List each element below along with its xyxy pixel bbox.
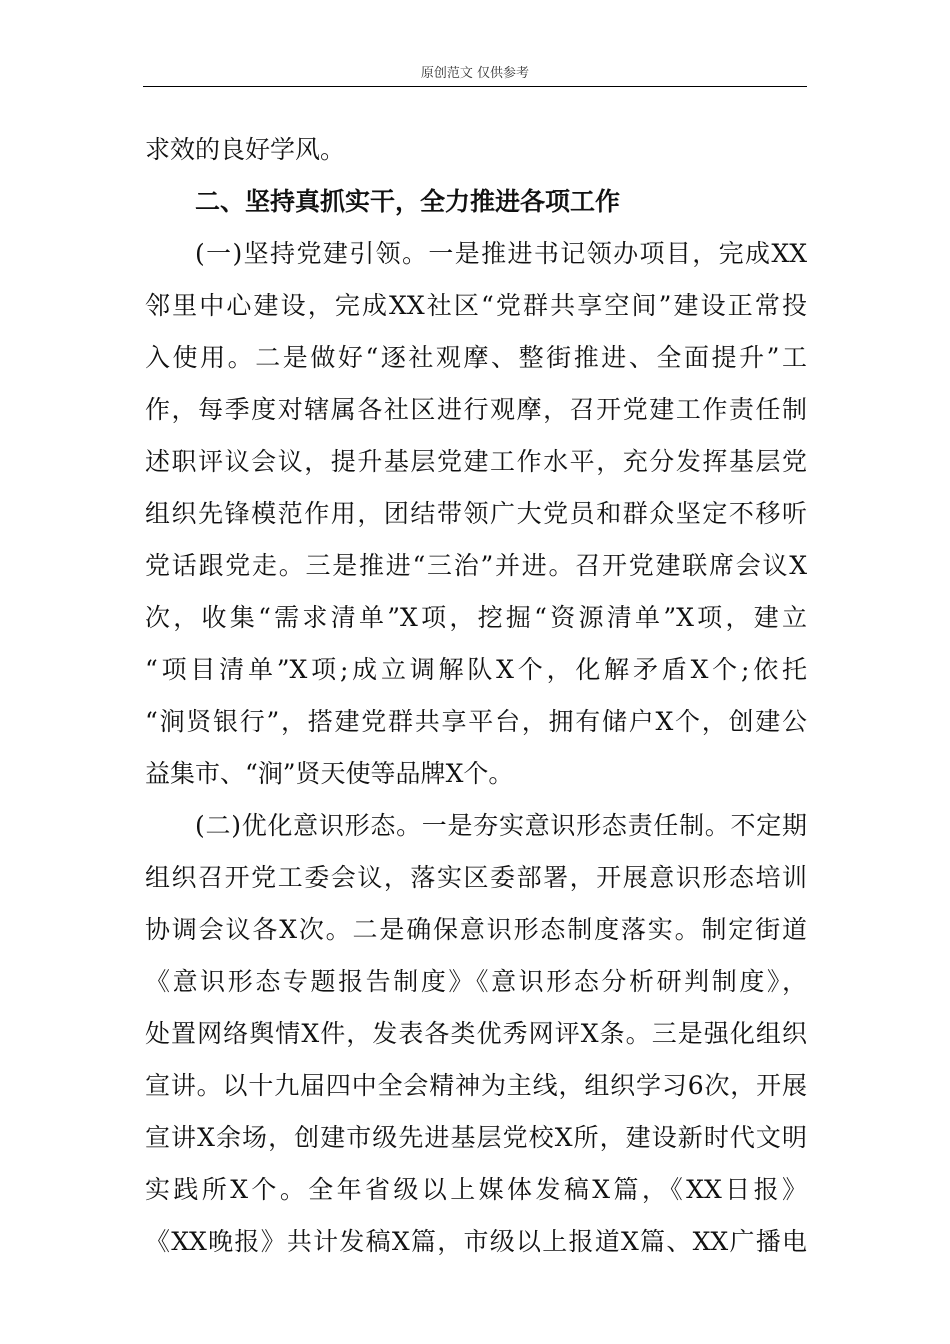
paragraph-line: 《意识形态专题报告制度》《意识形态分析研判制度》， xyxy=(145,967,807,996)
paragraph-line: (一)坚持党建引领。一是推进书记领办项目，完成XX xyxy=(195,239,807,268)
paragraph-line: 组织召开党工委会议，落实区委部署，开展意识形态培训 xyxy=(145,863,807,892)
paragraph-line: 处置网络舆情X件，发表各类优秀网评X条。三是强化组织 xyxy=(145,1019,807,1048)
paragraph-line: 入使用。二是做好“逐社观摩、整街推进、全面提升”工 xyxy=(145,343,807,372)
paragraph-line: 组织先锋模范作用，团结带领广大党员和群众坚定不移听 xyxy=(145,499,807,528)
paragraph-line: “涧贤银行”，搭建党群共享平台，拥有储户X个，创建公 xyxy=(145,707,807,736)
paragraph-line: “项目清单”X项;成立调解队X个，化解矛盾X个;依托 xyxy=(145,655,807,684)
paragraph-line: 协调会议各X次。二是确保意识形态制度落实。制定街道 xyxy=(145,915,807,944)
paragraph-line: 宣讲。以十九届四中全会精神为主线，组织学习6次，开展 xyxy=(145,1071,807,1100)
paragraph-line: (二)优化意识形态。一是夯实意识形态责任制。不定期 xyxy=(195,811,807,840)
paragraph-line: 述职评议会议，提升基层党建工作水平，充分发挥基层党 xyxy=(145,447,807,476)
paragraph-line: 次，收集“需求清单”X项，挖掘“资源清单”X项，建立 xyxy=(145,603,807,632)
paragraph-line: 《XX晚报》共计发稿X篇，市级以上报道X篇、XX广播电 xyxy=(145,1227,807,1256)
page-header: 原创范文 仅供参考 xyxy=(420,66,530,81)
header-divider xyxy=(143,86,807,87)
section-heading: 二、坚持真抓实干，全力推进各项工作 xyxy=(195,187,621,216)
paragraph-line: 宣讲X余场，创建市级先进基层党校X所，建设新时代文明 xyxy=(145,1123,807,1152)
paragraph-line: 实践所X个。全年省级以上媒体发稿X篇，《XX日报》 xyxy=(145,1175,807,1204)
paragraph-line: 益集市、“涧”贤天使等品牌X个。 xyxy=(145,759,514,788)
paragraph-line: 邻里中心建设，完成XX社区“党群共享空间”建设正常投 xyxy=(145,291,807,320)
paragraph-line: 求效的良好学风。 xyxy=(145,135,346,164)
paragraph-line: 作，每季度对辖属各社区进行观摩，召开党建工作责任制 xyxy=(145,395,807,424)
paragraph-line: 党话跟党走。三是推进“三治”并进。召开党建联席会议X xyxy=(145,551,807,580)
document-body xyxy=(145,124,807,1268)
